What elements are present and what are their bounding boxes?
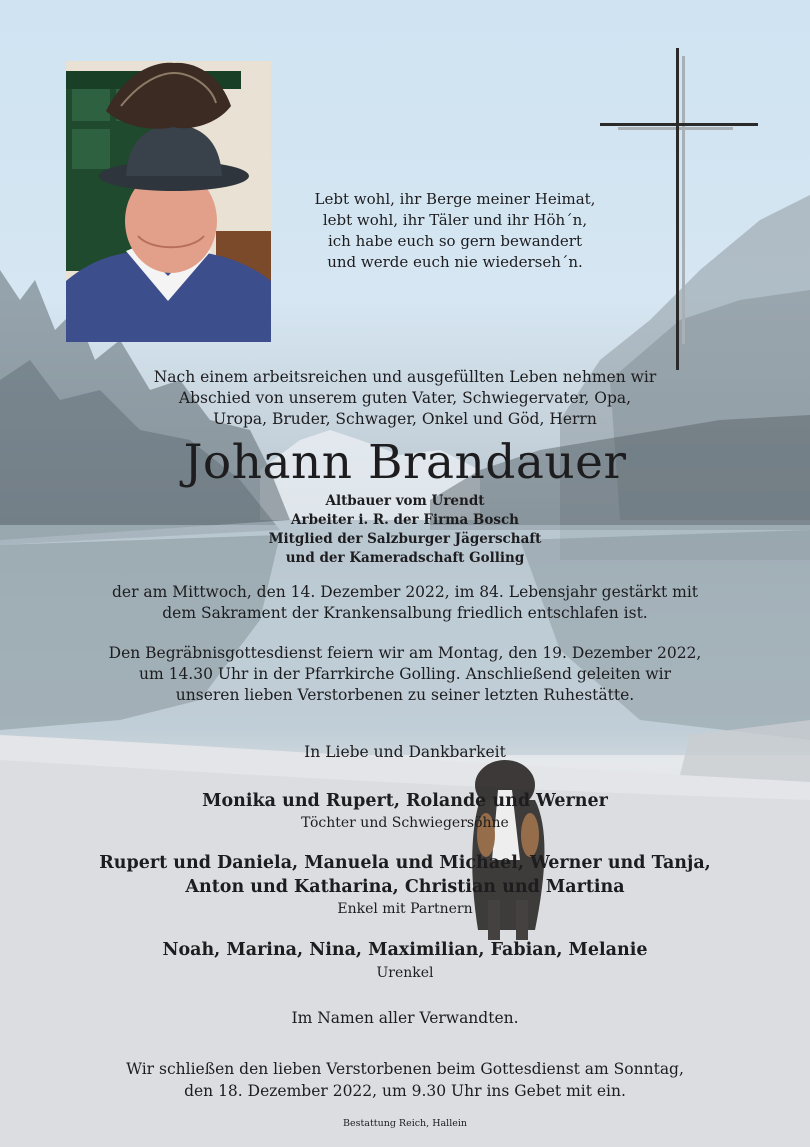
mourner-names: Monika und Rupert, Rolande und Werner [202,791,608,811]
funeral-notice [0,643,810,706]
funeral-line: Den Begräbnisgottesdienst feiern wir am Montag, den 19. Dezember 2022, [108,644,702,662]
poem-line: und werde euch nie wiederseh´n. [327,253,583,271]
relatives-line: Im Namen aller Verwandten. [291,1009,519,1027]
intro-line: Abschied von unserem guten Vater, Schwiegervater, Opa, [178,389,632,407]
prayer-line: den 18. Dezember 2022, um 9.30 Uhr ins Gebet mit ein. [184,1082,626,1100]
mourner-names: Noah, Marina, Nina, Maximilian, Fabian, Melanie [162,940,648,960]
funeral-home-footer: Bestattung Reich, Hallein [342,1118,468,1129]
portrait-photo [66,61,271,342]
mourner-names [0,851,810,899]
death-notice-line: der am Mittwoch, den 14. Dezember 2022, im 84. Lebensjahr gestärkt mit [111,583,699,601]
poem-line: ich habe euch so gern bewandert [327,232,583,250]
title-line: und der Kameradschaft Golling [285,550,525,566]
mourner-names-line: Rupert und Daniela, Manuela und Michael, Werner und Tanja, [99,853,711,873]
poem [300,189,610,273]
prayer-line: Wir schließen den lieben Verstorbenen beim Gottesdienst am Sonntag, [126,1060,684,1078]
cross-icon [598,48,762,373]
death-notice [0,582,810,624]
death-notice-line: dem Sakrament der Krankensalbung friedlich entschlafen ist. [162,604,648,622]
prayer-notice [0,1058,810,1102]
intro-text [0,367,810,430]
mourner-relation: Urenkel [376,965,434,981]
title-line: Altbauer vom Urendt [325,493,485,509]
funeral-line: um 14.30 Uhr in der Pfarrkirche Golling. Anschließend geleiten wir [138,665,672,683]
title-line: Arbeiter i. R. der Firma Bosch [291,512,519,528]
deceased-name: Johann Brandauer [183,435,627,490]
poem-line: lebt wohl, ihr Täler und ihr Höh´n, [322,211,588,229]
intro-line: Nach einem arbeitsreichen und ausgefüllten Leben nehmen wir [153,368,657,386]
deceased-titles [0,492,810,568]
mourner-relation: Enkel mit Partnern [337,901,473,917]
poem-line: Lebt wohl, ihr Berge meiner Heimat, [314,190,596,208]
funeral-line: unseren lieben Verstorbenen zu seiner letzten Ruhestätte. [175,686,635,704]
mourner-names-line: Anton und Katharina, Christian und Martina [185,877,625,897]
in-love-heading: In Liebe und Dankbarkeit [304,743,506,761]
title-line: Mitglied der Salzburger Jägerschaft [268,531,542,547]
mourner-relation: Töchter und Schwiegersöhne [301,815,509,831]
intro-line: Uropa, Bruder, Schwager, Onkel und Göd, Herrn [213,410,597,428]
